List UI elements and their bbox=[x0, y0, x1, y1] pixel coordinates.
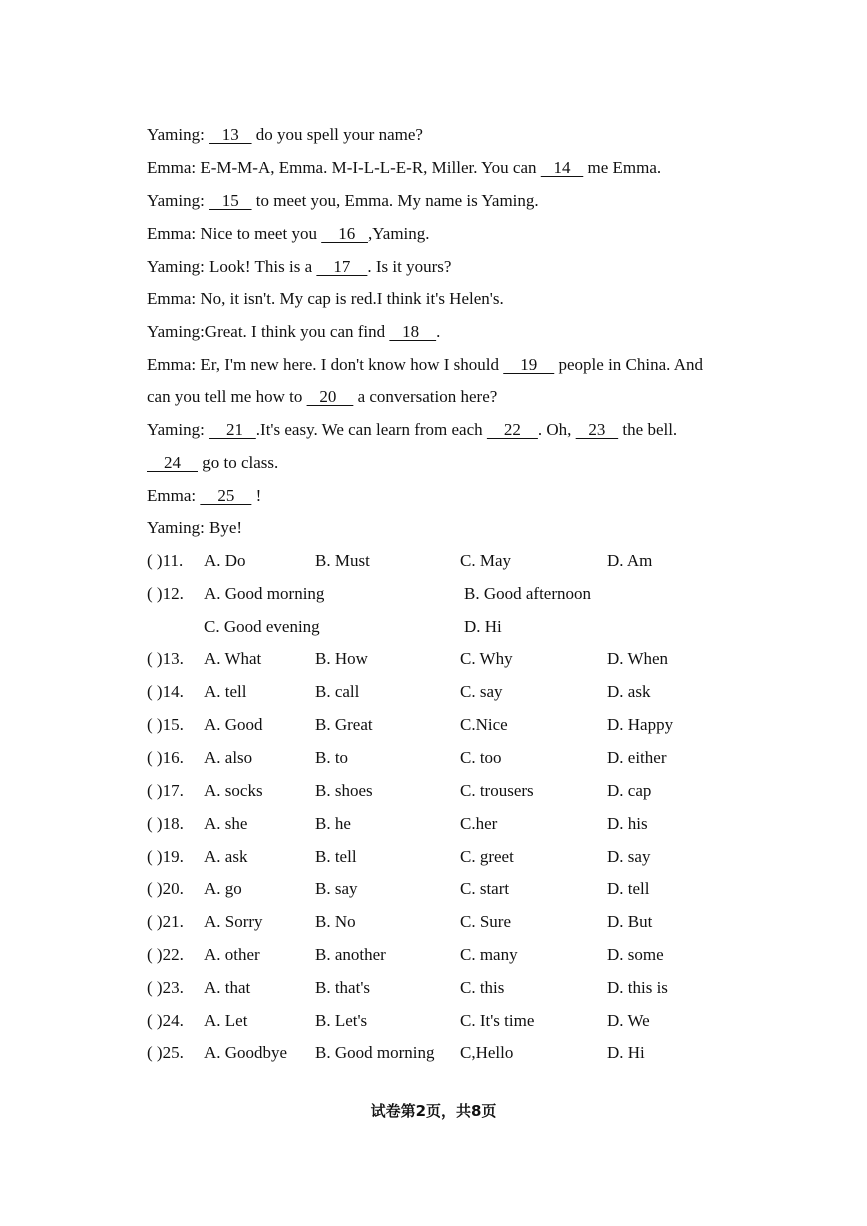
answer-blank: 18 bbox=[389, 322, 437, 341]
dialogue-line bbox=[147, 191, 539, 211]
dialogue-text: to meet you, Emma. My name is Yaming. bbox=[251, 191, 539, 210]
dialogue-text: . Oh, bbox=[537, 420, 576, 439]
option-d: D. some bbox=[607, 945, 664, 964]
option-a: A. other bbox=[204, 945, 260, 964]
dialogue-text: the bell. bbox=[618, 420, 678, 439]
dialogue-line bbox=[147, 158, 661, 178]
option-b: B. he bbox=[315, 814, 351, 833]
question-number: ( )19. bbox=[147, 847, 184, 866]
option-d: D. Hi bbox=[607, 1043, 645, 1062]
option-d: D. Happy bbox=[607, 715, 674, 734]
question-row bbox=[147, 1043, 787, 1063]
option-c: D. Hi bbox=[464, 617, 502, 636]
option-c: C. It's time bbox=[460, 1011, 535, 1030]
question-number: ( )21. bbox=[147, 912, 184, 931]
option-c: C.Nice bbox=[460, 715, 508, 734]
option-a: A. socks bbox=[204, 781, 263, 800]
dialogue-text: me Emma. bbox=[583, 158, 662, 177]
dialogue-text: Yaming: bbox=[147, 191, 210, 210]
question-row bbox=[147, 617, 787, 637]
option-a: A. Goodbye bbox=[204, 1043, 288, 1062]
dialogue-line bbox=[147, 387, 497, 407]
question-row bbox=[147, 715, 787, 735]
question-row bbox=[147, 978, 787, 998]
dialogue-text: people in China. And bbox=[554, 355, 703, 374]
question-number: ( )18. bbox=[147, 814, 184, 833]
option-c: C.her bbox=[460, 814, 498, 833]
dialogue-text: ! bbox=[251, 486, 262, 505]
answer-blank: 14 bbox=[540, 158, 584, 177]
answer-blank: 13 bbox=[209, 125, 252, 144]
option-a: A. go bbox=[204, 879, 242, 898]
question-row bbox=[147, 748, 787, 768]
dialogue-text: Emma: No, it isn't. My cap is red.I think it's Helen's. bbox=[147, 289, 504, 308]
dialogue-text: Yaming: bbox=[147, 125, 210, 144]
question-row bbox=[147, 584, 787, 604]
option-b: B. Great bbox=[315, 715, 373, 734]
dialogue-text: Yaming:Great. I think you can find bbox=[147, 322, 390, 341]
dialogue-line bbox=[147, 289, 504, 309]
question-row bbox=[147, 814, 787, 834]
option-d: D. his bbox=[607, 814, 648, 833]
question-row bbox=[147, 1011, 787, 1031]
option-c: C. many bbox=[460, 945, 518, 964]
answer-blank: 20 bbox=[306, 387, 354, 406]
option-c: C. this bbox=[460, 978, 505, 997]
dialogue-text: do you spell your name? bbox=[251, 125, 423, 144]
option-b: B. Must bbox=[315, 551, 370, 570]
option-b: B. another bbox=[315, 945, 386, 964]
option-b: B. No bbox=[315, 912, 356, 931]
answer-blank: 15 bbox=[209, 191, 252, 210]
question-number: ( )14. bbox=[147, 682, 184, 701]
question-row bbox=[147, 649, 787, 669]
question-row bbox=[147, 781, 787, 801]
dialogue-line bbox=[147, 420, 677, 440]
question-number: ( )17. bbox=[147, 781, 184, 800]
option-c: C. say bbox=[460, 682, 503, 701]
option-a: A. also bbox=[204, 748, 253, 767]
question-row bbox=[147, 912, 787, 932]
page-footer: 试卷第2页，共8页 bbox=[370, 1102, 497, 1120]
option-c: C. greet bbox=[460, 847, 514, 866]
dialogue-line bbox=[147, 355, 703, 375]
option-d: D. But bbox=[607, 912, 653, 931]
answer-blank: 16 bbox=[321, 224, 368, 243]
option-a: A. Good bbox=[204, 715, 263, 734]
question-row bbox=[147, 945, 787, 965]
dialogue-text: ,Yaming. bbox=[367, 224, 430, 243]
option-c: B. Good afternoon bbox=[464, 584, 592, 603]
answer-blank: 22 bbox=[486, 420, 538, 439]
option-d: D. Am bbox=[607, 551, 653, 570]
dialogue-text: Yaming: Look! This is a bbox=[147, 257, 317, 276]
question-number: ( )24. bbox=[147, 1011, 184, 1030]
option-a: A. she bbox=[204, 814, 248, 833]
dialogue-text: Emma: Nice to meet you bbox=[147, 224, 322, 243]
option-a: A. that bbox=[204, 978, 251, 997]
option-b: B. Let's bbox=[315, 1011, 368, 1030]
option-c: C. May bbox=[460, 551, 511, 570]
option-c: C. trousers bbox=[460, 781, 534, 800]
dialogue-line bbox=[147, 486, 261, 506]
option-d: D. say bbox=[607, 847, 651, 866]
dialogue-text: Emma: bbox=[147, 486, 201, 505]
dialogue-text: can you tell me how to bbox=[147, 387, 307, 406]
question-number: ( )13. bbox=[147, 649, 184, 668]
dialogue-text: . bbox=[436, 322, 441, 341]
question-number: ( )15. bbox=[147, 715, 184, 734]
option-b: B. tell bbox=[315, 847, 357, 866]
question-row bbox=[147, 847, 787, 867]
dialogue-text: Yaming: Bye! bbox=[147, 518, 243, 537]
dialogue-line bbox=[147, 224, 430, 244]
option-a: C. Good evening bbox=[204, 617, 320, 636]
question-number: ( )12. bbox=[147, 584, 184, 603]
option-c: C. Why bbox=[460, 649, 513, 668]
option-b: B. shoes bbox=[315, 781, 373, 800]
option-d: D. either bbox=[607, 748, 667, 767]
option-d: D. ask bbox=[607, 682, 651, 701]
option-d: D. We bbox=[607, 1011, 650, 1030]
option-c: C. Sure bbox=[460, 912, 511, 931]
question-number: ( )25. bbox=[147, 1043, 184, 1062]
dialogue-text: .It's easy. We can learn from each bbox=[255, 420, 487, 439]
dialogue-text: go to class. bbox=[198, 453, 279, 472]
answer-blank: 21 bbox=[209, 420, 256, 439]
question-number: ( )23. bbox=[147, 978, 184, 997]
option-a: A. Do bbox=[204, 551, 246, 570]
option-a: A. Good morning bbox=[204, 584, 325, 603]
question-number: ( )16. bbox=[147, 748, 184, 767]
option-d: D. tell bbox=[607, 879, 650, 898]
dialogue-text: Yaming: bbox=[147, 420, 210, 439]
answer-blank: 19 bbox=[503, 355, 555, 374]
option-a: A. tell bbox=[204, 682, 247, 701]
option-a: A. Sorry bbox=[204, 912, 263, 931]
option-a: A. Let bbox=[204, 1011, 248, 1030]
question-number: ( )11. bbox=[147, 551, 184, 570]
option-d: D. this is bbox=[607, 978, 668, 997]
dialogue-line bbox=[147, 518, 242, 538]
option-a: A. ask bbox=[204, 847, 248, 866]
option-c: C,Hello bbox=[460, 1043, 514, 1062]
dialogue-text: Emma: E-M-M-A, Emma. M-I-L-L-E-R, Miller. You can bbox=[147, 158, 541, 177]
question-number: ( )22. bbox=[147, 945, 184, 964]
dialogue-line bbox=[147, 257, 451, 277]
question-row bbox=[147, 879, 787, 899]
question-row bbox=[147, 551, 787, 571]
option-b: B. call bbox=[315, 682, 360, 701]
option-b: B. say bbox=[315, 879, 358, 898]
option-b: B. Good morning bbox=[315, 1043, 435, 1062]
option-b: B. How bbox=[315, 649, 368, 668]
answer-blank: 24 bbox=[147, 453, 198, 472]
dialogue-line bbox=[147, 125, 423, 145]
answer-blank: 25 bbox=[200, 486, 252, 505]
answer-blank: 23 bbox=[575, 420, 619, 439]
option-b: B. to bbox=[315, 748, 349, 767]
option-c: C. start bbox=[460, 879, 510, 898]
dialogue-line bbox=[147, 453, 278, 473]
option-a: A. What bbox=[204, 649, 262, 668]
question-row bbox=[147, 682, 787, 702]
dialogue-line bbox=[147, 322, 440, 342]
option-d: D. cap bbox=[607, 781, 652, 800]
question-number: ( )20. bbox=[147, 879, 184, 898]
dialogue-text: a conversation here? bbox=[353, 387, 498, 406]
dialogue-text: Emma: Er, I'm new here. I don't know how I should bbox=[147, 355, 504, 374]
answer-blank: 17 bbox=[316, 257, 368, 276]
option-d: D. When bbox=[607, 649, 669, 668]
option-c: C. too bbox=[460, 748, 502, 767]
dialogue-text: . Is it yours? bbox=[367, 257, 452, 276]
option-b: B. that's bbox=[315, 978, 371, 997]
